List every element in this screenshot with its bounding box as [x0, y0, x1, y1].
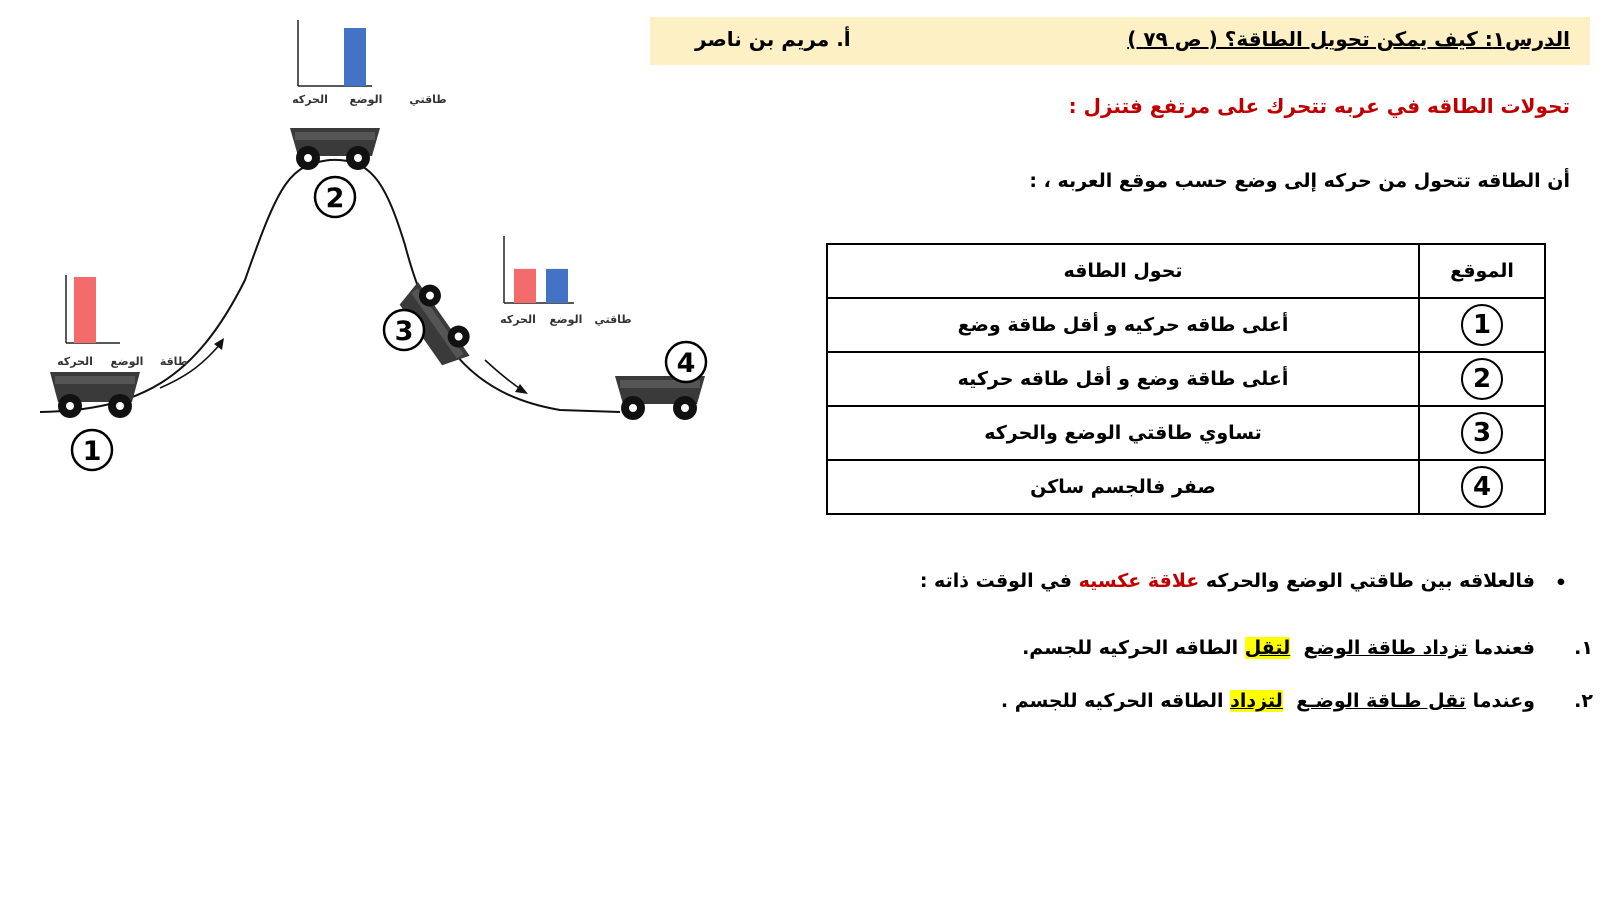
table-row: [827, 406, 1545, 460]
circled-number: 4: [1461, 466, 1503, 508]
header-transformation: تحول الطاقه: [827, 244, 1419, 298]
header-position: الموقع: [1419, 244, 1545, 298]
arrow-down-icon: [485, 360, 528, 394]
label-kinetic-2: الحركه: [292, 93, 328, 106]
teacher-name: أ. مريم بن ناصر: [695, 27, 851, 51]
point-line-2: [1000, 690, 1593, 712]
row-text-cell: أعلى طاقه حركيه و أقل طاقة وضع: [827, 298, 1419, 352]
relation-after: في الوقت ذاته :: [919, 570, 1079, 592]
point-1-label: 1: [82, 436, 102, 467]
point-3-label: 3: [394, 316, 414, 347]
energy-transformation-table: [826, 243, 1546, 515]
point-highlighted: لتزداد: [1230, 690, 1283, 712]
energy-bars-point2: [292, 20, 447, 106]
table-row: [827, 352, 1545, 406]
point-gap: [1290, 637, 1303, 659]
intro-line: أن الطاقه تتحول من حركه إلى وضع حسب موقع العربه ، :: [1029, 170, 1570, 192]
point-part: فعندما: [1467, 637, 1535, 659]
point-gap: [1283, 690, 1296, 712]
cart-1-icon: [50, 372, 140, 418]
point-3-marker: [384, 310, 424, 350]
point-2-label: 2: [325, 183, 345, 214]
lesson-header: [650, 17, 1590, 65]
cart-2-icon: [290, 128, 380, 170]
label-energy-1: طاقة: [159, 355, 189, 368]
circled-number: 1: [1461, 304, 1503, 346]
circled-number: 3: [1461, 412, 1503, 454]
point-4-label: 4: [676, 348, 696, 379]
label-energy-2: طاقتي: [409, 93, 447, 106]
row-text-cell: صفر فالجسم ساكن: [827, 460, 1419, 514]
cart-4-icon: [615, 376, 705, 420]
label-potential-3: الوضع: [549, 313, 583, 326]
bar-point2-potential: [344, 28, 366, 86]
point-underlined: تزداد طاقة الوضع: [1303, 637, 1468, 659]
label-kinetic-1: الحركه: [57, 355, 93, 368]
roller-coaster-diagram: [0, 0, 760, 520]
label-potential-2: الوضع: [349, 93, 383, 106]
table-header-row: [827, 244, 1545, 298]
energy-bars-point1: [57, 275, 188, 368]
label-energy-3: طاقتي: [594, 313, 632, 326]
point-line-1: [1022, 637, 1593, 659]
energy-bars-point3: [500, 236, 632, 326]
table-row: [827, 460, 1545, 514]
point-marker: ٢.: [1574, 690, 1593, 712]
relation-highlight: علاقة عكسيه: [1078, 570, 1200, 592]
point-underlined: تقل طـاقة الوضـع: [1296, 690, 1466, 712]
point-1-marker: [72, 430, 112, 470]
relation-statement: [919, 570, 1567, 594]
lesson-title: الدرس١: كيف يمكن تحويل الطاقة؟ ( ص ٧٩ ): [1127, 27, 1570, 51]
section-heading: تحولات الطاقه في عربه تتحرك على مرتفع فتنزل :: [1068, 94, 1570, 118]
point-rest: الطاقه الحركيه للجسم .: [1000, 690, 1231, 712]
bar-point1-kinetic: [74, 277, 96, 343]
point-highlighted: لتقل: [1244, 637, 1291, 659]
point-2-marker: [315, 177, 355, 217]
bar-point3-potential: [546, 269, 568, 303]
circled-number: 2: [1461, 358, 1503, 400]
row-number-cell: [1419, 352, 1545, 406]
point-rest: الطاقه الحركيه للجسم.: [1022, 637, 1245, 659]
label-kinetic-3: الحركه: [500, 313, 536, 326]
point-4-marker: [666, 342, 706, 382]
relation-before: فالعلاقه بين طاقتي الوضع والحركه: [1199, 570, 1535, 592]
table-row: [827, 298, 1545, 352]
row-number-cell: [1419, 406, 1545, 460]
bullet-icon: •: [1554, 572, 1567, 594]
label-potential-1: الوضع: [110, 355, 144, 368]
point-marker: ١.: [1574, 637, 1593, 659]
point-part: وعندما: [1465, 690, 1535, 712]
row-number-cell: [1419, 460, 1545, 514]
row-text-cell: أعلى طاقة وضع و أقل طاقه حركيه: [827, 352, 1419, 406]
row-number-cell: [1419, 298, 1545, 352]
bar-point3-kinetic: [514, 269, 536, 303]
row-text-cell: تساوي طاقتي الوضع والحركه: [827, 406, 1419, 460]
